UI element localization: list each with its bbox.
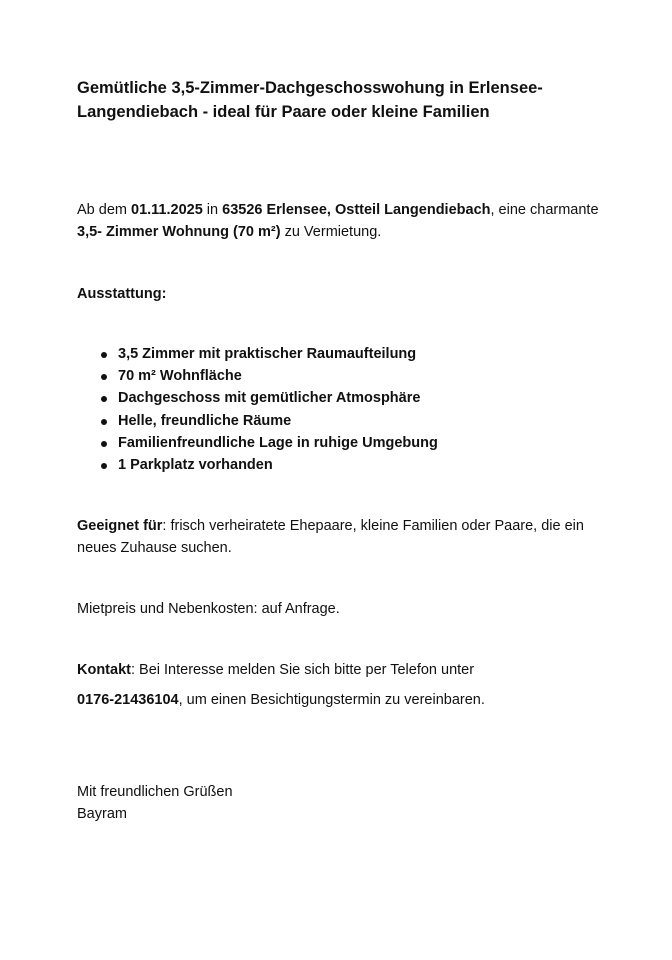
intro-prefix: Ab dem: [77, 202, 131, 218]
list-item: [77, 432, 617, 454]
signature-name: Bayram: [77, 806, 127, 822]
closing-line: Mit freundlichen Grüßen: [77, 784, 233, 800]
list-item: [77, 410, 617, 432]
contact-phone-line: [77, 689, 617, 711]
bullet-icon: [101, 352, 107, 358]
feature-text: 70 m² Wohnfläche: [118, 368, 242, 385]
feature-text: Helle, freundliche Räume: [118, 412, 292, 429]
contact-label: Kontakt: [77, 662, 131, 678]
intro-paragraph: [77, 199, 617, 243]
contact-paragraph: [77, 659, 617, 681]
feature-text: 1 Parkplatz vorhanden: [118, 457, 273, 474]
features-heading: [77, 283, 617, 305]
bullet-icon: [101, 419, 107, 425]
bullet-icon: [101, 396, 107, 402]
intro-suffix: zu Vermietung.: [280, 224, 382, 240]
feature-text: 3,5 Zimmer mit praktischer Raumaufteilung: [118, 346, 417, 362]
rent-paragraph: Mietpreis und Nebenkosten: auf Anfrage.: [77, 601, 340, 617]
list-item: [77, 387, 617, 409]
location: 63526 Erlensee, Ostteil Langendiebach: [222, 202, 491, 218]
contact-after-phone: , um einen Besichtigungstermin zu vereinbaren.: [178, 692, 485, 708]
available-date: 01.11.2025: [131, 202, 203, 218]
bullet-icon: [101, 441, 107, 447]
bullet-icon: [101, 374, 107, 380]
suitable-paragraph: [77, 515, 617, 559]
list-item: [77, 454, 617, 476]
phone-number: 0176-21436104: [77, 692, 179, 708]
suitable-text: : frisch verheiratete Ehepaare, kleine Familien oder Paare, die ein neues Zuhause suchen.: [77, 518, 584, 556]
rooms-size: 3,5- Zimmer Wohnung (70 m²): [77, 224, 281, 240]
feature-text: Dachgeschoss mit gemütlicher Atmosphäre: [118, 390, 421, 407]
list-item: [77, 343, 617, 365]
suitable-label: Geeignet für: [77, 518, 163, 534]
features-list: [77, 343, 617, 476]
list-item: [77, 365, 617, 387]
contact-text: : Bei Interesse melden Sie sich bitte per Telefon unter: [130, 662, 475, 678]
intro-in: in: [202, 202, 223, 218]
bullet-icon: [101, 463, 107, 469]
feature-text: Familienfreundliche Lage in ruhige Umgebung: [118, 434, 438, 451]
document-title: Gemütliche 3,5-Zimmer-Dachgeschosswohung in Erlensee-Langendiebach - ideal für Paare oder kleine Familien: [77, 79, 543, 121]
intro-mid: , eine charmante: [490, 202, 599, 218]
features-heading-label: Ausstattung:: [77, 286, 167, 302]
